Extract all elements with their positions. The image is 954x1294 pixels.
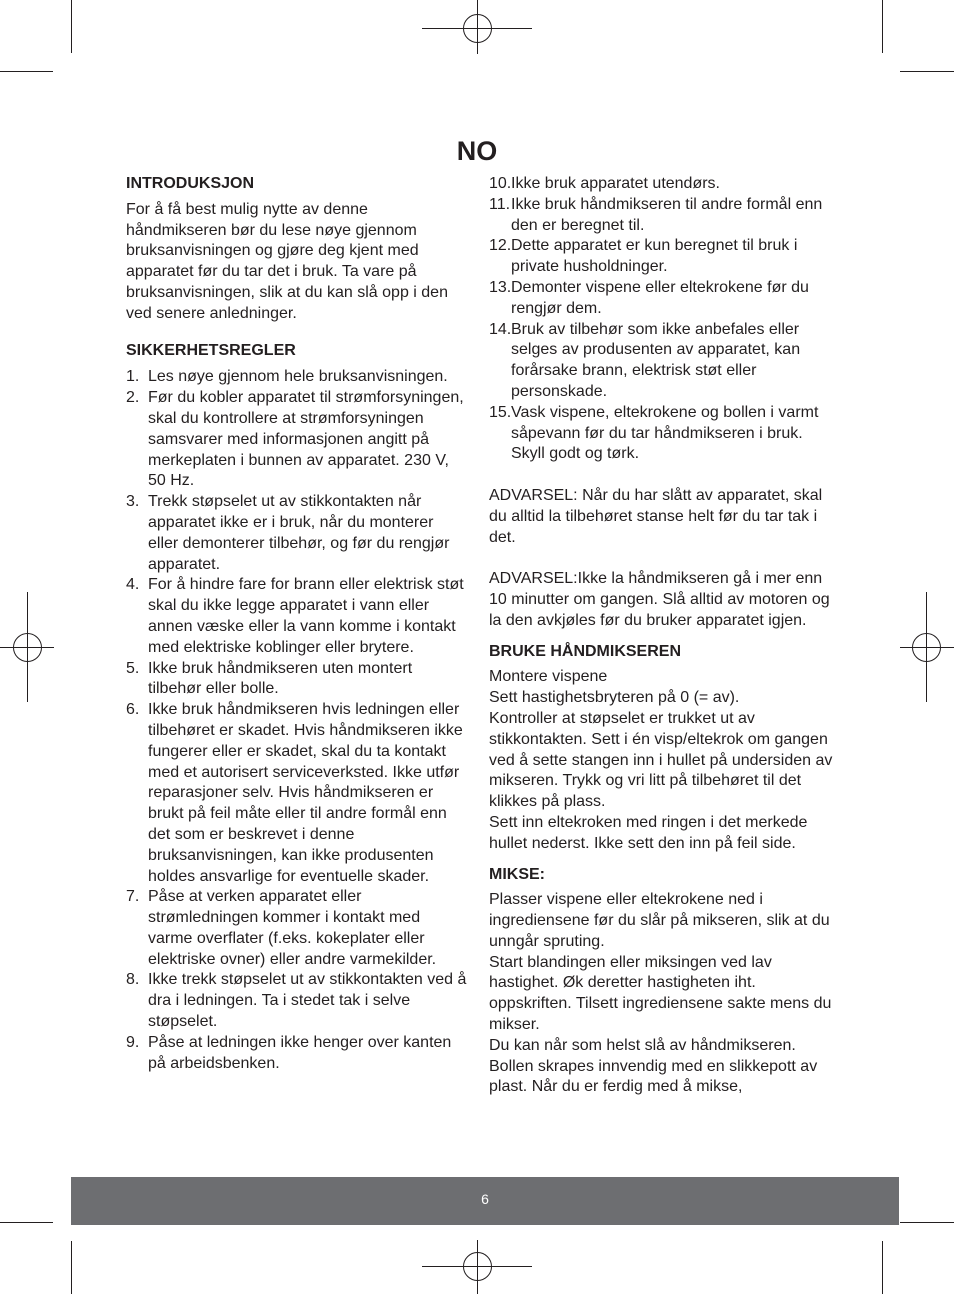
- list-item-number: 10.: [489, 175, 512, 192]
- page-number: 6: [481, 1191, 489, 1207]
- list-item-number: 12.: [489, 237, 512, 255]
- use-paragraph: Sett inn eltekroken med ringen i det merkede hullet nederst. Ikke sett den inn på feil side.: [489, 813, 808, 852]
- list-item-text: Ikke bruk håndmikseren til andre formål enn den er beregnet til.: [511, 195, 823, 234]
- spacer: [489, 548, 834, 569]
- list-item-number: 5.: [126, 659, 140, 677]
- list-item-text: Ikke bruk apparatet utendørs.: [511, 175, 720, 192]
- list-item: [489, 278, 834, 320]
- intro-heading: INTRODUKSJON: [126, 175, 255, 192]
- list-item-text: Trekk støpselet ut av stikkontakten når apparatet ikke er i bruk, når du monterer eller demonterer tilbehør, og før du rengjør apparatet.: [148, 493, 450, 573]
- mix-paragraph: Start blandingen eller miksingen ved lav hastighet. Øk deretter hastigheten iht. oppskriften. Tilsett ingrediensene sakte mens du mikser.: [489, 953, 832, 1034]
- list-item-text: Demonter vispene eller eltekrokene før du rengjør dem.: [511, 278, 809, 317]
- list-item: [489, 195, 834, 237]
- mix-paragraph: Du kan når som helst slå av håndmikseren. Bollen skrapes innvendig med en slikkepott av plast. Når du er ferdig med å mikse,: [489, 1036, 818, 1096]
- list-item-text: Vask vispene, eltekrokene og bollen i varmt såpevann før du tar håndmikseren i bruk. Skyll godt og tørk.: [511, 403, 819, 463]
- list-item-number: 11.: [489, 195, 511, 213]
- list-item-text: Ikke bruk håndmikseren hvis ledningen eller tilbehøret er skadet. Hvis håndmikseren ikke fungerer eller er skadet, skal du ta kontakt med et autorisert serviceverksted. Ikke utfør reparasjoner selv. Hvis håndmikseren er brukt på feil måte eller til andre formål enn det som er beskrevet i denne bruksanvisningen, kan ikke produsenten holdes ansvarlige for eventuelle skader.: [148, 701, 463, 885]
- intro-paragraph: For å få best mulig nytte av denne håndmikseren bør du lese nøye gjennom bruksanvisningen og gjøre deg kjent med apparatet før du tar det i bruk. Ta vare på bruksanvisningen, slik at du kan slå opp i den ved senere anledninger.: [126, 200, 448, 322]
- list-item-text: Før du kobler apparatet til strømforsyningen, skal du kontrollere at strømforsyningen samsvarer med informasjonen angitt på merkeplaten i bunnen av apparatet. 230 V, 50 Hz.: [148, 389, 464, 490]
- mix-paragraph: Plasser vispene eller eltekrokene ned i ingrediensene før du slår på mikseren, slik at du unngår spruting.: [489, 891, 830, 950]
- list-item: [126, 492, 468, 575]
- list-item-number: 14.: [489, 320, 512, 338]
- left-column: [126, 174, 468, 1074]
- list-item-text: Ikke trekk støpselet ut av stikkontakten ved å dra i ledningen. Ta i stedet tak i selve støpselet.: [148, 971, 467, 1031]
- list-item: [126, 367, 468, 388]
- list-item-number: 8.: [126, 971, 140, 989]
- list-item-number: 6.: [126, 701, 140, 719]
- spacer: [489, 465, 834, 486]
- list-item-text: Påse at ledningen ikke henger over kanten på arbeidsbenken.: [148, 1033, 452, 1072]
- use-heading: BRUKE HÅNDMIKSEREN: [489, 642, 682, 660]
- warning-paragraph: ADVARSEL:Ikke la håndmikseren gå i mer enn 10 minutter om gangen. Slå alltid av motoren og la den avkjøles før du bruker apparatet igjen.: [489, 570, 830, 629]
- list-item: [126, 659, 468, 701]
- list-item-number: 1.: [126, 368, 140, 386]
- list-item-text: Påse at verken apparatet eller strømledningen kommer i kontakt med varme overflater (f.eks. kokeplater eller elektriske ovner) eller andre varmekilder.: [148, 888, 437, 968]
- list-item-text: Dette apparatet er kun beregnet til bruk i private husholdninger.: [511, 237, 798, 276]
- safety-heading: SIKKERHETSREGLER: [126, 341, 296, 359]
- use-subheading: Montere vispene: [489, 668, 608, 686]
- list-item: [126, 575, 468, 658]
- list-item: [489, 174, 834, 195]
- list-item-text: Les nøye gjennom hele bruksanvisningen.: [148, 368, 448, 386]
- right-column: [489, 174, 834, 1098]
- page-title: NO: [456, 136, 498, 166]
- use-paragraph: Kontroller at støpselet er trukket ut av stikkontakten. Sett i én visp/eltekrok om gangen ved å sette stangen inn i hullet på undersiden av mikseren. Trykk og vri litt på tilbehøret til det klikkes på plass.: [489, 709, 833, 811]
- footer-bar: [71, 1177, 899, 1225]
- safety-rules-list: [126, 367, 468, 1074]
- list-item-number: 3.: [126, 493, 140, 511]
- warning-paragraph: ADVARSEL: Når du har slått av apparatet, skal du alltid la tilbehøret stanse helt før du tar tak i det.: [489, 486, 823, 546]
- list-item: [489, 320, 834, 403]
- list-item: [126, 700, 468, 887]
- list-item-number: 7.: [126, 888, 140, 906]
- list-item-text: For å hindre fare for brann eller elektrisk støt skal du ikke legge apparatet i vann eller annen væske eller la vann komme i kontakt med elektriske koblinger eller brytere.: [148, 576, 464, 656]
- list-item: [489, 403, 834, 465]
- use-paragraph: Sett hastighetsbryteren på 0 (= av).: [489, 689, 740, 707]
- mix-heading: MIKSE:: [489, 865, 545, 883]
- list-item-number: 2.: [126, 389, 140, 407]
- safety-rules-list-continued: [489, 174, 834, 465]
- list-item: [126, 970, 468, 1032]
- list-item-text: Bruk av tilbehør som ikke anbefales eller selges av produsenten av apparatet, kan forårsake brann, elektrisk støt eller personskade.: [511, 320, 801, 400]
- list-item: [126, 1033, 468, 1075]
- list-item-number: 15.: [489, 403, 512, 421]
- list-item: [489, 236, 834, 278]
- list-item: [126, 887, 468, 970]
- list-item-number: 13.: [489, 278, 512, 296]
- list-item-text: Ikke bruk håndmikseren uten montert tilbehør eller bolle.: [148, 659, 413, 698]
- list-item: [126, 388, 468, 492]
- list-item-number: 4.: [126, 576, 140, 594]
- list-item-number: 9.: [126, 1033, 140, 1051]
